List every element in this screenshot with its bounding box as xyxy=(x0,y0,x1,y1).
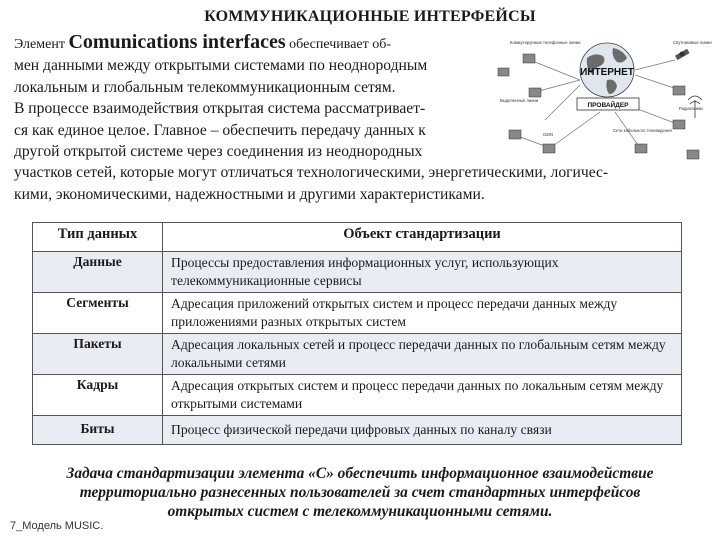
intro-line-3: локальным и глобальным телекоммуникационным сетям. xyxy=(14,78,396,96)
cell-data-type: Данные xyxy=(33,252,163,293)
table-row xyxy=(33,334,682,375)
header-data-type: Тип данных xyxy=(33,223,163,252)
label-radio-lines: Радиолинии xyxy=(679,106,703,111)
internet-label: ИНТЕРНЕТ xyxy=(580,67,634,78)
computer-icon xyxy=(509,130,521,139)
network-diagram xyxy=(495,30,717,166)
cell-object: Процессы предоставления информационных услуг, использующих телекоммуникационные сервисы xyxy=(163,252,682,293)
label-isdn: ISDN xyxy=(543,132,554,137)
intro-line-1: Элемент Comunications interfaces обеспечивает об- xyxy=(14,32,392,53)
cell-data-type: Кадры xyxy=(33,375,163,416)
provider-label: ПРОВАЙДЕР xyxy=(587,102,629,109)
cell-data-type: Сегменты xyxy=(33,293,163,334)
label-leased-lines: Выделенные линии xyxy=(500,98,539,103)
computer-icon xyxy=(498,68,509,76)
provider-box xyxy=(577,98,639,110)
conclusion-line-1: Задача стандартизации элемента «С» обеспечить информационное взаимодействие xyxy=(66,465,654,482)
conclusion-line-2: территориально разнесенных пользователей за счет стандартных интерфейсов xyxy=(79,484,641,501)
cell-object: Адресация приложений открытых систем и процесс передачи данных между приложениями разных открытых систем xyxy=(163,293,682,334)
page-title: КОММУНИКАЦИОННЫЕ ИНТЕРФЕЙСЫ xyxy=(204,8,536,25)
table-row xyxy=(33,416,682,445)
intro-line-5: ся как единое целое. Главное – обеспечить передачу данных к xyxy=(14,121,426,139)
globe-icon xyxy=(580,43,634,97)
table-header-row xyxy=(33,223,682,252)
intro-line-4: В процессе взаимодействия открытая система рассматривает- xyxy=(14,100,426,118)
computer-icon xyxy=(673,120,685,129)
cell-data-type: Пакеты xyxy=(33,334,163,375)
computer-icon xyxy=(523,54,535,63)
intro-line-7: участков сетей, которые могут отличаться технологическими, энергетическими, логичес- xyxy=(14,164,609,182)
standardization-table xyxy=(32,222,682,445)
label-cable-tv: Сети кабельного телевидения xyxy=(613,128,672,133)
intro-term: Comunications interfaces xyxy=(68,32,286,53)
computer-icon xyxy=(529,88,541,97)
intro-line-6: другой открытой системе через соединения из неоднородных xyxy=(14,143,423,161)
cell-object: Адресация локальных сетей и процесс передачи данных по глобальным сетям между локальными сетями xyxy=(163,334,682,375)
computer-icon xyxy=(635,144,647,153)
header-standardization-object: Объект стандартизации xyxy=(163,223,682,252)
conclusion-text xyxy=(0,464,720,521)
label-satellite-lines: Спутниковые линии xyxy=(673,40,712,45)
table-row xyxy=(33,375,682,416)
slide-footer: 7_Модель MUSIC. xyxy=(10,520,104,532)
table-row xyxy=(33,293,682,334)
intro-line-8: кими, экономическими, надежностными и другими характеристиками. xyxy=(14,185,485,203)
computer-icon xyxy=(687,150,699,159)
intro-line-2: мен данными между открытыми системами по неоднородным xyxy=(14,57,428,75)
computer-icon xyxy=(543,144,555,153)
conclusion-line-3: открытых систем с телекоммуникационными сетями. xyxy=(167,503,553,520)
cell-object: Процесс физической передачи цифровых данных по каналу связи xyxy=(163,416,682,445)
label-dialup-lines: Коммутируемые телефонные линии xyxy=(510,40,581,45)
cell-data-type: Биты xyxy=(33,416,163,445)
computer-icon xyxy=(673,86,685,95)
table-row xyxy=(33,252,682,293)
satellite-icon xyxy=(675,49,690,60)
cell-object: Адресация открытых систем и процесс передачи данных по локальным сетям между открытыми системами xyxy=(163,375,682,416)
